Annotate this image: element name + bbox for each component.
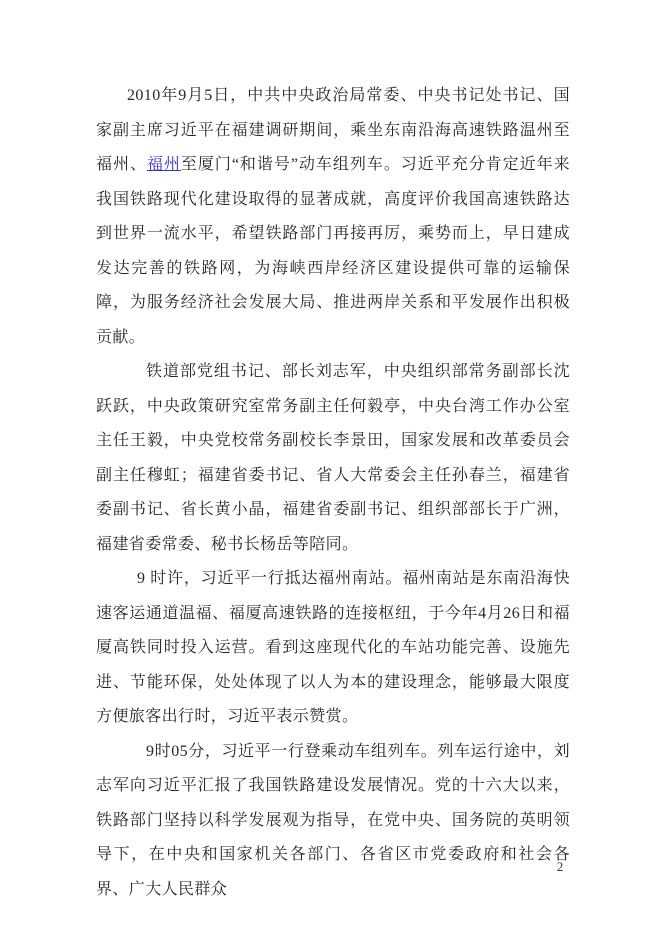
paragraph-3-text: 9 时许，习近平一行抵达福州南站。福州南站是东南沿海快速客运通道温福、福厦高速铁路的连接枢纽，于今年4月26日和福厦高铁同时投入运营。看到这座现代化的车站功能完善、设施先进、节能环保，处处体现了以人为本的建设理念，能够最大限度方便旅客出行时，习近平表示赞赏。	[96, 570, 570, 725]
page-number: 2	[556, 859, 564, 874]
paragraph-4	[96, 735, 570, 908]
paragraph-1-text-after-link: 至厦门“和谐号”动车组列车。习近平充分肯定近年来我国铁路现代化建设取得的显著成就，高度评价我国高速铁路达到世界一流水平，希望铁路部门再接再厉，乘势而上，早日建成发达完善的铁路网，为海峡西岸经济区建设提供可靠的运输保障，为服务经济社会发展大局、推进两岸关系和平发展作出积极贡献。	[96, 156, 570, 346]
paragraph-4-text: 9时05分，习近平一行登乘动车组列车。列车运行途中，刘志军向习近平汇报了我国铁路建设发展情况。党的十六大以来，铁路部门坚持以科学发展观为指导，在党中央、国务院的英明领导下，在中央和国家机关各部门、各省区市党委政府和社会各界、广大人民群众	[96, 742, 570, 898]
paragraph-1-text-before-link: 2010年9月5日，中共中央政治局常委、中央书记处书记、国家副主席习近平在福建调研期间，乘坐东南沿海高速铁路温州至福州、	[96, 87, 570, 173]
document-body	[96, 79, 570, 907]
paragraph-2-text: 铁道部党组书记、部长刘志军，中央组织部常务副部长沈跃跃，中央政策研究室常务副主任何毅亭，中央台湾工作办公室主任王毅，中央党校常务副校长李景田，国家发展和改革委员会副主任穆虹；福建省委书记、省人大常委会主任孙春兰，福建省委副书记、省长黄小晶，福建省委副书记、组织部部长于广洲，福建省委常委、秘书长杨岳等陪同。	[96, 363, 570, 553]
paragraph-3	[96, 562, 570, 735]
fuzhou-hyperlink[interactable]: 福州	[146, 156, 181, 173]
paragraph-1	[96, 79, 570, 355]
paragraph-2	[96, 355, 570, 562]
